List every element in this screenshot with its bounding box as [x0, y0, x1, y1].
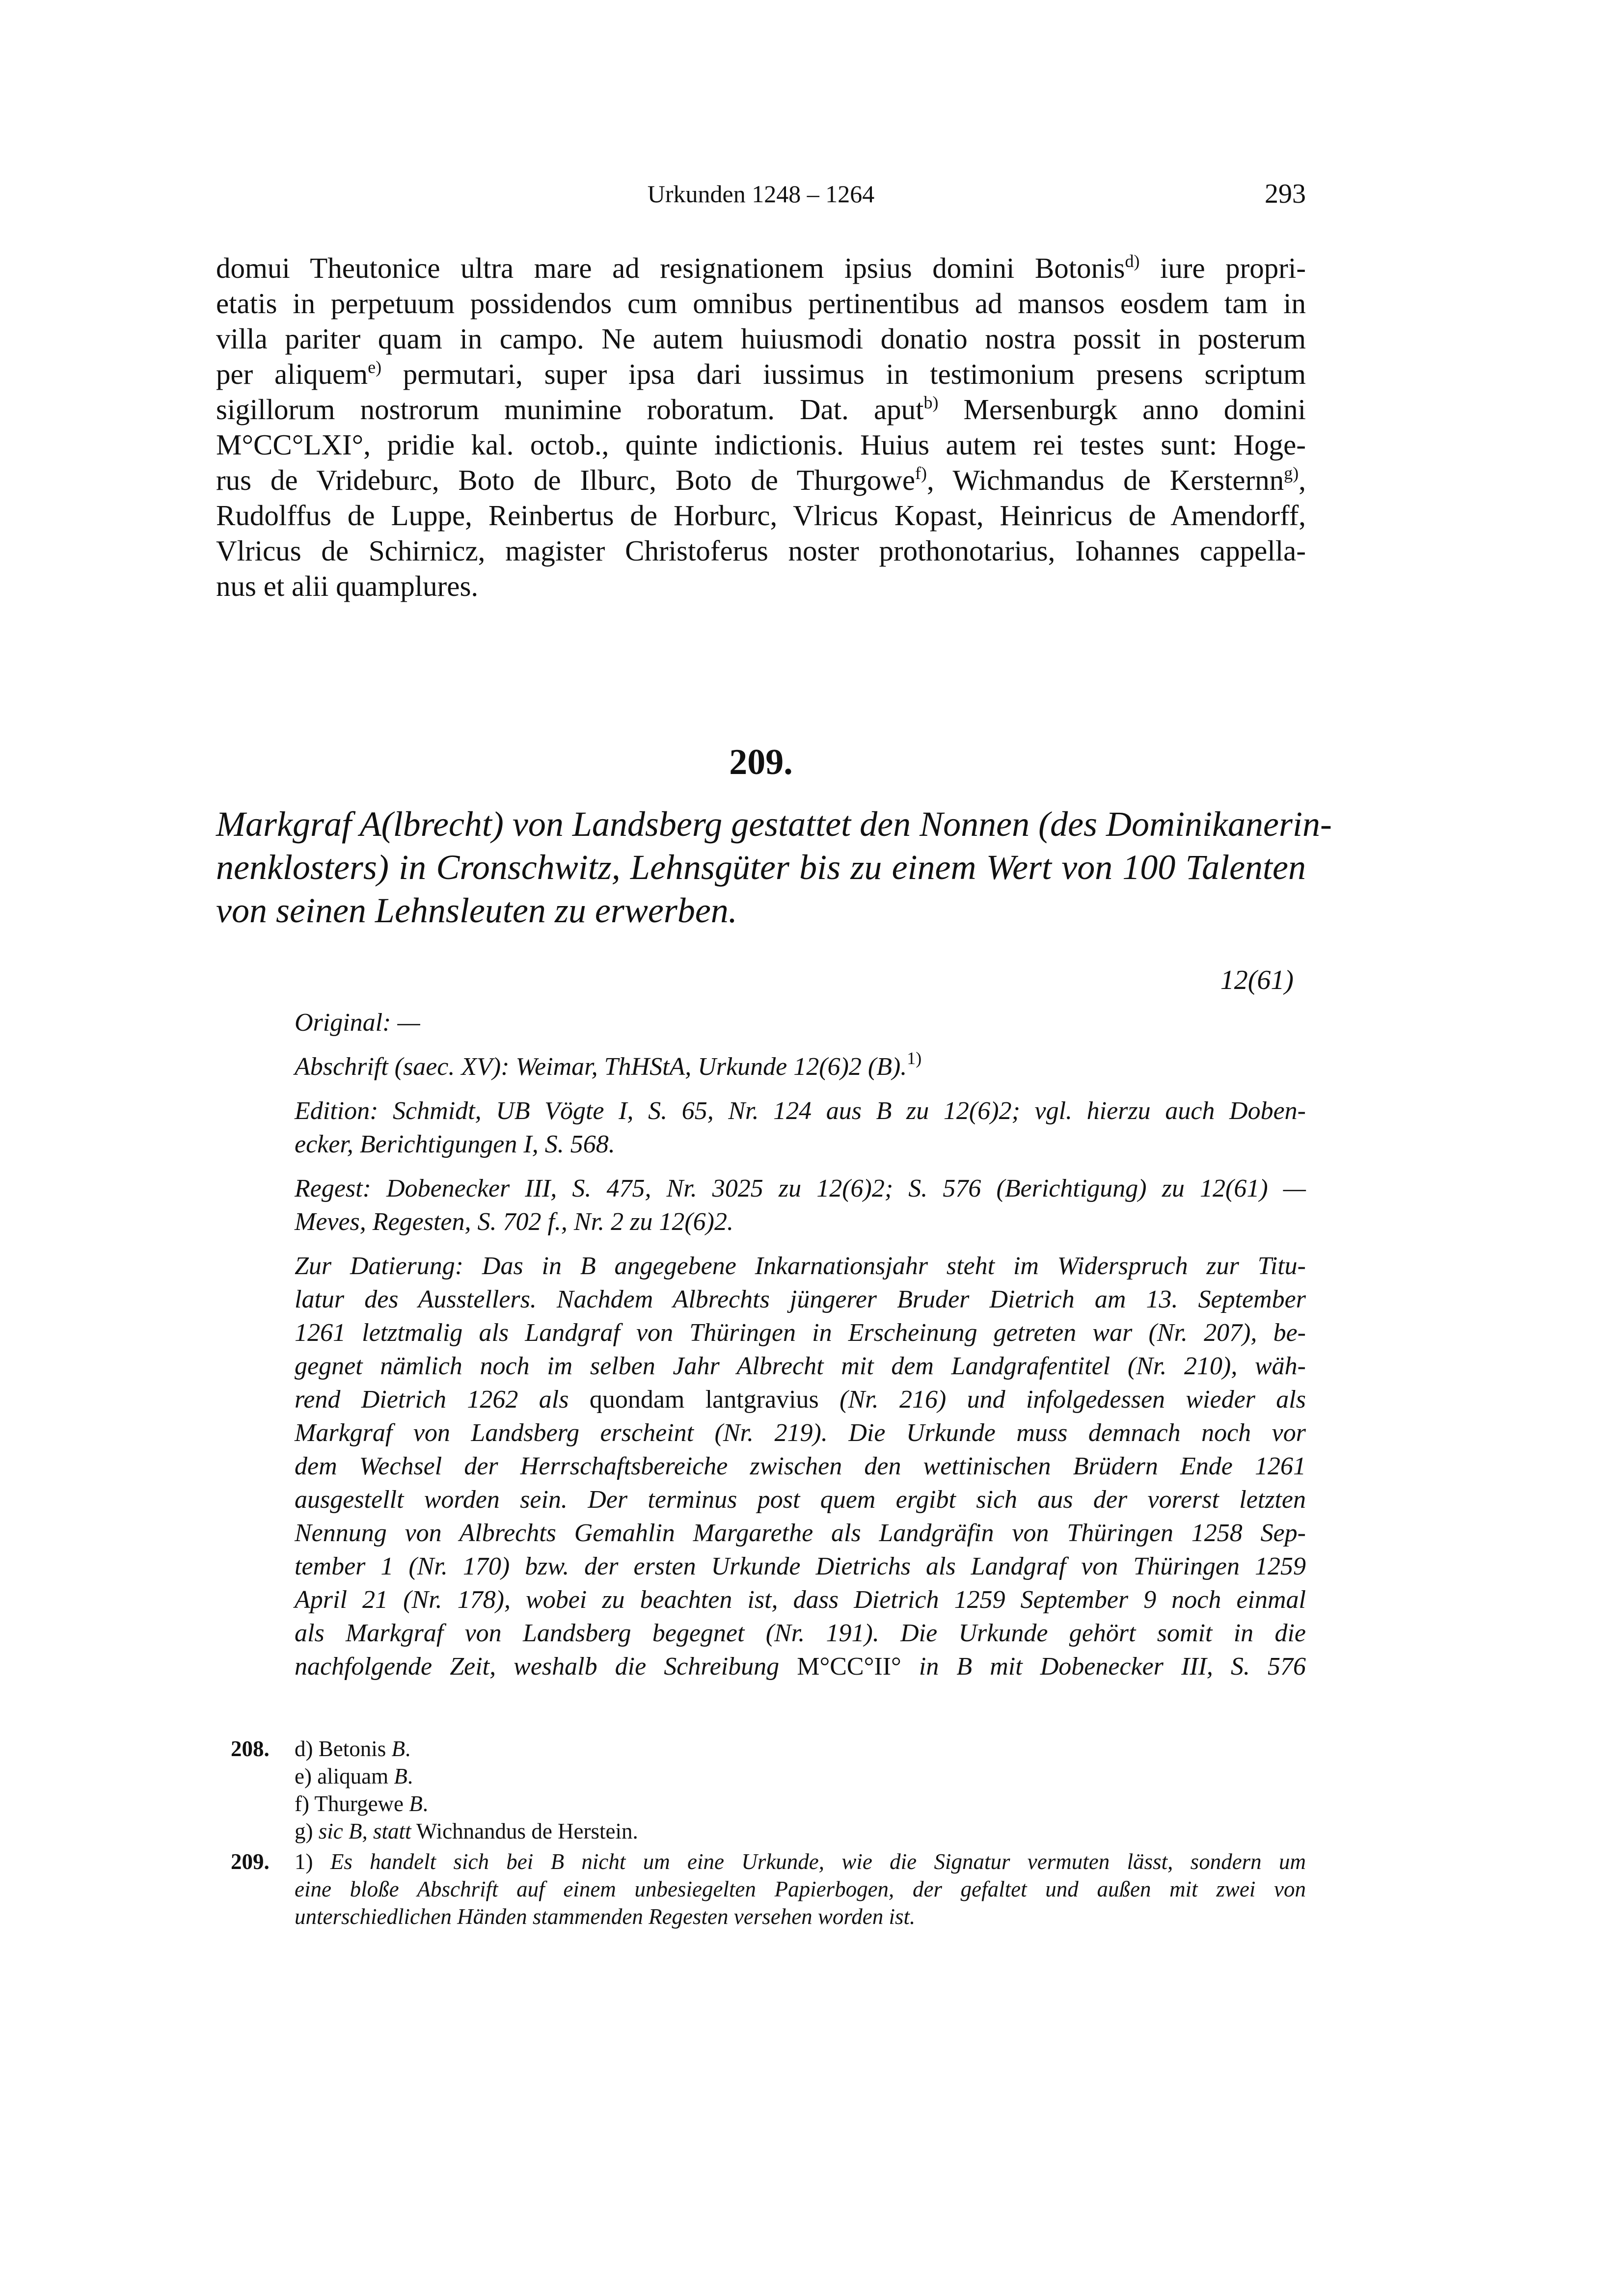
footnote-group-209: [216, 1848, 1306, 1930]
footnote-marker: b): [923, 393, 939, 412]
footnote-group-number: 209.: [231, 1849, 270, 1874]
apparatus-line: Meves, Regesten, S. 702 f., Nr. 2 zu 12(6)2.: [295, 1208, 733, 1236]
footnote-marker: d): [1125, 251, 1140, 271]
text-run: nachfolgende Zeit, weshalb die Schreibung: [295, 1653, 797, 1681]
text-run: , Wichmandus de Kersternn: [927, 464, 1284, 496]
text-run: sic B, statt: [318, 1819, 411, 1843]
text-line: Vlricus de Schirnicz, magister Christoferus noster prothonotarius, Iohannes cappella-: [216, 534, 1306, 567]
apparatus-line: gegnet nämlich noch im selben Jahr Albrecht mit dem Landgrafentitel (Nr. 210), wäh-: [295, 1352, 1306, 1380]
footnote: [295, 1848, 1306, 1930]
text-run: B: [409, 1791, 423, 1816]
text-run: (Nr. 216) und infolgedessen wieder als: [818, 1386, 1306, 1414]
text-line: nus et alii quamplures.: [216, 570, 479, 602]
text-line: [216, 356, 1306, 392]
footnote: [295, 1735, 1306, 1762]
text-run: permutari, super ipsa dari iussimus in testimonium presens scriptum: [381, 358, 1306, 390]
text-run: rus de Vrideburc, Boto de Ilburc, Boto de Thurgowe: [216, 464, 916, 496]
footnote-marker: e): [368, 357, 382, 377]
regest-line: Markgraf A(lbrecht) von Landsberg gestattet den Nonnen (des Dominikanerin-: [216, 804, 1332, 844]
text-run: .: [422, 1791, 429, 1816]
footnote: [295, 1790, 1306, 1817]
apparatus-line: 1261 letztmalig als Landgraf von Thüringen in Erscheinung getreten war (Nr. 207), be-: [295, 1319, 1306, 1347]
page-header: [216, 174, 1306, 214]
text-line: [216, 392, 1306, 427]
apparatus-line: Regest: Dobenecker III, S. 475, Nr. 3025 zu 12(6)2; S. 576 (Berichtigung) zu 12(61) —: [295, 1175, 1306, 1202]
critical-apparatus: [295, 1006, 1306, 1694]
footnote-marker: 1): [907, 1048, 922, 1068]
text-run: e) aliquam: [295, 1764, 394, 1789]
text-run: per aliquem: [216, 358, 368, 390]
quoted-source-text: M°CC°II°: [797, 1653, 901, 1681]
original-entry: Original: —: [295, 1009, 420, 1037]
quoted-source-text: quondam lantgravius: [589, 1386, 819, 1414]
running-title: Urkunden 1248 – 1264: [647, 180, 875, 208]
text-line: [216, 462, 1306, 498]
text-run: in B mit Dobenecker III, S. 576: [901, 1653, 1306, 1681]
apparatus-line: latur des Ausstellers. Nachdem Albrechts jüngerer Bruder Dietrich am 13. September: [295, 1285, 1306, 1313]
text-run: rend Dietrich 1262 als: [295, 1386, 590, 1414]
footnote-line: eine bloße Abschrift auf einem unbesiegelten Papierbogen, der gefaltet und außen mit zwei von: [295, 1877, 1306, 1901]
text-run: iure propri-: [1139, 252, 1306, 284]
apparatus-line: ecker, Berichtigungen I, S. 568.: [295, 1130, 615, 1158]
text-run: f) Thurgewe: [295, 1791, 409, 1816]
text-run: B: [391, 1736, 405, 1761]
footnote-marker: g): [1284, 463, 1299, 483]
text-run: .: [405, 1736, 411, 1761]
copy-entry: [295, 1050, 1306, 1084]
footnote: [295, 1762, 1306, 1790]
apparatus-line: Zur Datierung: Das in B angegebene Inkarnationsjahr steht im Widerspruch zur Titu-: [295, 1252, 1306, 1280]
apparatus-line: Nennung von Albrechts Gemahlin Margarethe als Landgräfin von Thüringen 1258 Sep-: [295, 1519, 1306, 1547]
regest-line: nenklosters) in Cronschwitz, Lehnsgüter bis zu einem Wert von 100 Talenten: [216, 848, 1306, 887]
footnote-group-208: [216, 1735, 1306, 1845]
text-line: villa pariter quam in campo. Ne autem huiusmodi donatio nostra possit in posterum: [216, 322, 1306, 355]
text-run: B: [394, 1764, 407, 1789]
text-run: Mersenburgk anno domini: [938, 393, 1306, 426]
footnote-group-number: 208.: [231, 1736, 270, 1761]
apparatus-line: Edition: Schmidt, UB Vögte I, S. 65, Nr. 124 aus B zu 12(6)2; vgl. hierzu auch Doben-: [295, 1097, 1306, 1125]
text-run: 1): [295, 1849, 330, 1874]
document-date: 12(61): [1220, 965, 1294, 995]
text-run: sigillorum nostrorum munimine roboratum. Dat. aput: [216, 393, 924, 426]
document-number: 209.: [729, 742, 793, 782]
text-run: Wichnandus de Herstein.: [411, 1819, 638, 1843]
text-line: M°CC°LXI°, pridie kal. octob., quinte indictionis. Huius autem rei testes sunt: Hoge-: [216, 428, 1306, 461]
regest-line: von seinen Lehnsleuten zu erwerben.: [216, 891, 737, 930]
text-line: Rudolffus de Luppe, Reinbertus de Horburc, Vlricus Kopast, Heinricus de Amendorff,: [216, 499, 1306, 532]
apparatus-line: dem Wechsel der Herrschaftsbereiche zwischen den wettinischen Brüdern Ende 1261: [295, 1452, 1306, 1480]
page-number: 293: [1265, 179, 1306, 209]
footnote: [295, 1817, 1306, 1845]
text-run: .: [407, 1764, 413, 1789]
text-line: etatis in perpetuum possidendos cum omnibus pertinentibus ad mansos eosdem tam in: [216, 287, 1306, 320]
footnote-line: [295, 1848, 1306, 1875]
apparatus-line: [295, 1383, 1306, 1416]
regest-entry: [295, 1172, 1306, 1239]
footnotes: [216, 1735, 1306, 1930]
apparatus-line: tember 1 (Nr. 170) bzw. der ersten Urkunde Dietrichs als Landgraf von Thüringen 1259: [295, 1552, 1306, 1580]
footnote-line: unterschiedlichen Händen stammenden Regesten versehen worden ist.: [295, 1904, 916, 1929]
previous-document-text: [216, 250, 1306, 604]
footnote-marker: f): [915, 463, 927, 483]
text-line: [216, 250, 1306, 286]
dating-entry: [295, 1250, 1306, 1683]
edition-entry: [295, 1095, 1306, 1161]
text-run: g): [295, 1819, 319, 1843]
text-run: domui Theutonice ultra mare ad resignationem ipsius domini Botonis: [216, 252, 1125, 284]
text-run: Es handelt sich bei B nicht um eine Urkunde, wie die Signatur vermuten lässt, sondern um: [330, 1849, 1306, 1874]
document-regest: [216, 802, 1332, 932]
apparatus-line: Markgraf von Landsberg erscheint (Nr. 219). Die Urkunde muss demnach noch vor: [295, 1419, 1306, 1447]
apparatus-line: als Markgraf von Landsberg begegnet (Nr. 191). Die Urkunde gehört somit in die: [295, 1619, 1306, 1647]
apparatus-line: ausgestellt worden sein. Der terminus post quem ergibt sich aus der vorerst letzten: [295, 1486, 1306, 1514]
apparatus-line: [295, 1650, 1306, 1683]
apparatus-line: April 21 (Nr. 178), wobei zu beachten ist, dass Dietrich 1259 September 9 noch einmal: [295, 1586, 1306, 1614]
copy-text: Abschrift (saec. XV): Weimar, ThHStA, Urkunde 12(6)2 (B).: [295, 1053, 907, 1081]
text-run: d) Betonis: [295, 1736, 392, 1761]
text-run: ,: [1299, 464, 1306, 496]
